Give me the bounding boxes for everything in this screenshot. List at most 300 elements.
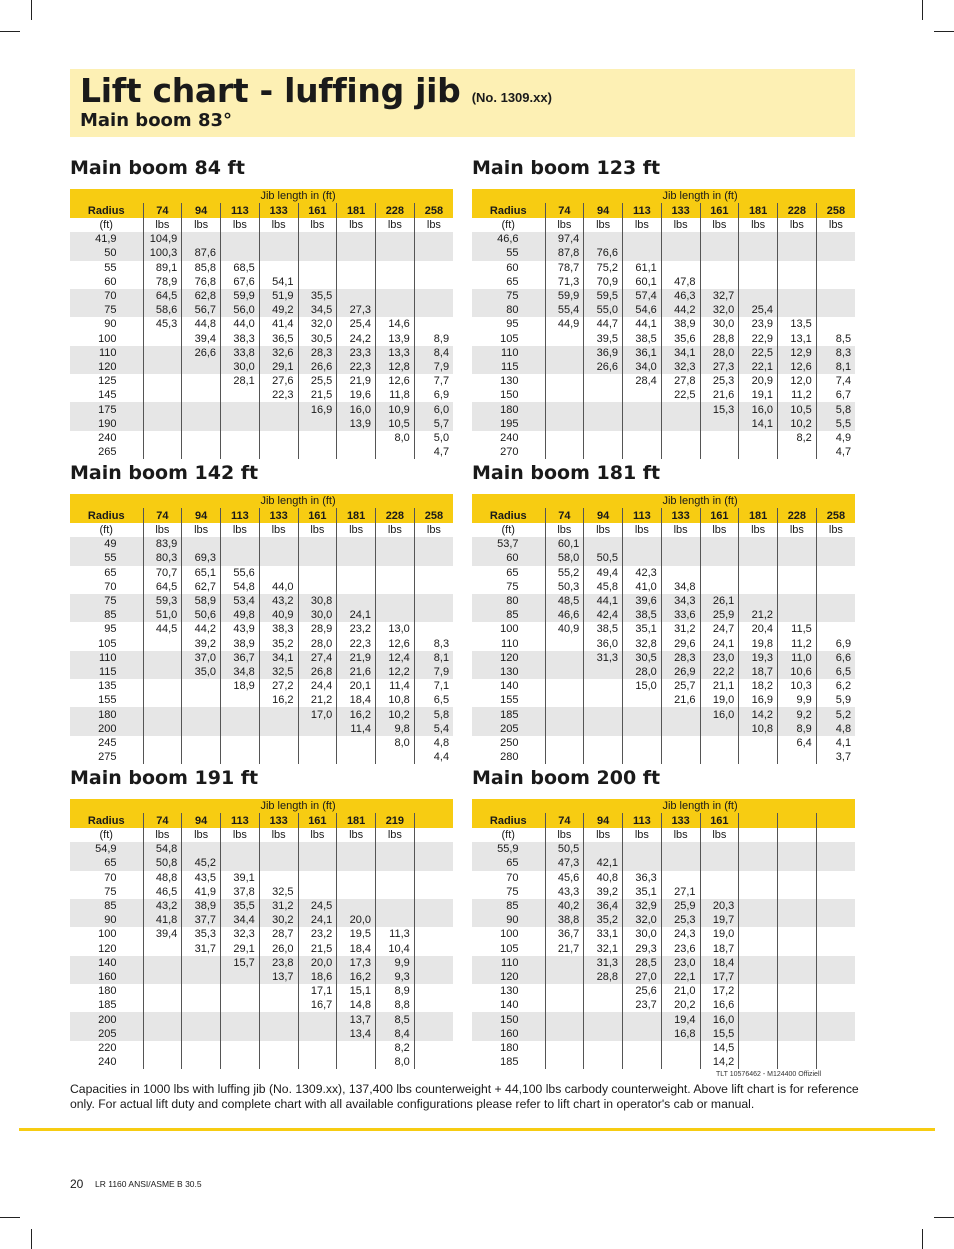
- radius-cell: 220: [70, 1041, 143, 1055]
- capacity-cell: 25,3: [661, 913, 700, 927]
- capacity-cell: [414, 927, 453, 941]
- capacity-cell: 13,9: [337, 417, 376, 431]
- table-row: [70, 445, 453, 459]
- capacity-cell: 6,0: [414, 402, 453, 416]
- capacity-cell: [143, 1012, 182, 1026]
- capacity-cell: [778, 608, 817, 622]
- capacity-cell: [816, 885, 855, 899]
- capacity-cell: 11,2: [778, 637, 817, 651]
- capacity-cell: 38,5: [623, 332, 662, 346]
- crop-mark: [934, 1217, 954, 1218]
- radius-cell: 135: [70, 679, 143, 693]
- capacity-cell: [739, 261, 778, 275]
- radius-cell: 110: [472, 637, 545, 651]
- capacity-cell: [545, 970, 584, 984]
- capacity-cell: [778, 594, 817, 608]
- capacity-cell: 6,6: [816, 651, 855, 665]
- capacity-cell: 34,3: [661, 594, 700, 608]
- table-row: [472, 942, 855, 956]
- capacity-cell: [182, 722, 221, 736]
- table-row: [472, 332, 855, 346]
- capacity-cell: [143, 998, 182, 1012]
- capacity-cell: 19,4: [661, 1012, 700, 1026]
- jib-length-column-header: 94: [182, 203, 221, 218]
- capacity-cell: [259, 261, 298, 275]
- capacity-cell: [298, 580, 337, 594]
- capacity-cell: 45,8: [584, 580, 623, 594]
- capacity-cell: 38,5: [584, 622, 623, 636]
- table-row: [70, 637, 453, 651]
- capacity-cell: [337, 431, 376, 445]
- capacity-cell: [259, 551, 298, 565]
- jib-length-column-header: 133: [661, 813, 700, 828]
- capacity-cell: [623, 388, 662, 402]
- capacity-cell: 8,2: [376, 1041, 415, 1055]
- unit-cell: lbs: [623, 523, 662, 537]
- capacity-cell: 39,2: [584, 885, 623, 899]
- jib-length-column-header: 258: [816, 508, 855, 523]
- chart-title: Main boom 191 ft: [70, 767, 259, 789]
- radius-cell: 65: [70, 856, 143, 870]
- radius-cell: 185: [472, 707, 545, 721]
- capacity-cell: 89,1: [143, 261, 182, 275]
- capacity-cell: 47,3: [545, 856, 584, 870]
- radius-cell: 65: [70, 566, 143, 580]
- capacity-cell: [298, 551, 337, 565]
- capacity-cell: 16,2: [337, 970, 376, 984]
- capacity-cell: [337, 750, 376, 764]
- radius-cell: 200: [70, 1012, 143, 1026]
- capacity-cell: 68,5: [221, 261, 260, 275]
- jib-header-spacer: [472, 799, 545, 813]
- capacity-cell: [143, 1027, 182, 1041]
- table-row: [70, 984, 453, 998]
- capacity-cell: 19,5: [337, 927, 376, 941]
- capacity-cell: 35,3: [182, 927, 221, 941]
- capacity-cell: 16,9: [739, 693, 778, 707]
- capacity-cell: [143, 346, 182, 360]
- capacity-cell: 16,9: [298, 402, 337, 416]
- table-row: [70, 275, 453, 289]
- capacity-cell: 28,0: [623, 665, 662, 679]
- capacity-cell: [778, 927, 817, 941]
- column-header-row: [70, 813, 453, 828]
- capacity-cell: 7,7: [414, 374, 453, 388]
- capacity-cell: [778, 842, 817, 856]
- radius-unit: (ft): [472, 523, 545, 537]
- capacity-cell: 9,8: [376, 722, 415, 736]
- capacity-cell: [700, 232, 739, 246]
- unit-cell: lbs: [661, 523, 700, 537]
- radius-cell: 90: [70, 913, 143, 927]
- radius-cell: 75: [472, 580, 545, 594]
- jib-length-column-header: 219: [376, 813, 415, 828]
- capacity-cell: 54,8: [221, 580, 260, 594]
- capacity-cell: 59,5: [584, 289, 623, 303]
- unit-cell: lbs: [414, 523, 453, 537]
- capacity-cell: 49,2: [259, 303, 298, 317]
- capacity-cell: 35,0: [182, 665, 221, 679]
- capacity-cell: [259, 722, 298, 736]
- unit-cell: lbs: [623, 218, 662, 232]
- radius-cell: 100: [70, 332, 143, 346]
- radius-cell: 145: [70, 388, 143, 402]
- radius-cell: 175: [70, 402, 143, 416]
- radius-cell: 140: [472, 998, 545, 1012]
- capacity-cell: [545, 445, 584, 459]
- capacity-cell: 38,9: [221, 637, 260, 651]
- radius-cell: 50: [70, 246, 143, 260]
- jib-length-column-header: 228: [376, 508, 415, 523]
- table-row: [70, 885, 453, 899]
- radius-header: Radius: [472, 508, 545, 523]
- capacity-cell: 32,0: [298, 317, 337, 331]
- capacity-cell: [584, 445, 623, 459]
- capacity-cell: [259, 1012, 298, 1026]
- capacity-cell: 9,9: [778, 693, 817, 707]
- table-row: [472, 899, 855, 913]
- capacity-cell: 43,3: [545, 885, 584, 899]
- capacity-cell: 4,7: [816, 445, 855, 459]
- capacity-cell: [414, 998, 453, 1012]
- capacity-cell: 71,3: [545, 275, 584, 289]
- capacity-cell: 56,0: [221, 303, 260, 317]
- capacity-cell: 30,5: [298, 332, 337, 346]
- capacity-cell: 26,1: [700, 594, 739, 608]
- capacity-cell: [816, 608, 855, 622]
- capacity-cell: 24,7: [700, 622, 739, 636]
- unit-cell: lbs: [182, 523, 221, 537]
- capacity-cell: 49,4: [584, 566, 623, 580]
- capacity-cell: [545, 679, 584, 693]
- table-row: [70, 537, 453, 551]
- capacity-cell: [739, 856, 778, 870]
- radius-cell: 195: [472, 417, 545, 431]
- capacity-cell: [778, 970, 817, 984]
- radius-cell: 75: [70, 885, 143, 899]
- table-row: [70, 1055, 453, 1069]
- radius-cell: 60: [70, 275, 143, 289]
- capacity-cell: [661, 246, 700, 260]
- capacity-cell: 13,0: [376, 622, 415, 636]
- capacity-cell: 45,2: [182, 856, 221, 870]
- capacity-cell: 13,5: [778, 317, 817, 331]
- radius-unit: (ft): [70, 523, 143, 537]
- capacity-cell: [259, 232, 298, 246]
- capacity-cell: [414, 885, 453, 899]
- page-title-text: Lift chart - luffing jib: [80, 71, 461, 110]
- capacity-cell: [414, 303, 453, 317]
- capacity-cell: [778, 899, 817, 913]
- table-row: [472, 956, 855, 970]
- capacity-cell: [739, 984, 778, 998]
- jib-header-row: [70, 189, 453, 203]
- capacity-cell: [739, 594, 778, 608]
- capacity-cell: 30,8: [298, 594, 337, 608]
- capacity-cell: [337, 246, 376, 260]
- capacity-cell: [584, 722, 623, 736]
- unit-cell: lbs: [143, 523, 182, 537]
- capacity-cell: [221, 736, 260, 750]
- capacity-cell: [414, 622, 453, 636]
- jib-length-column-header: 74: [545, 813, 584, 828]
- capacity-cell: [739, 998, 778, 1012]
- capacity-cell: [259, 736, 298, 750]
- radius-cell: 75: [472, 885, 545, 899]
- capacity-cell: 21,5: [298, 942, 337, 956]
- capacity-cell: [661, 402, 700, 416]
- radius-unit: (ft): [472, 828, 545, 842]
- capacity-cell: 62,8: [182, 289, 221, 303]
- radius-cell: 240: [70, 431, 143, 445]
- capacity-cell: [739, 246, 778, 260]
- capacity-cell: [414, 1027, 453, 1041]
- capacity-cell: 27,4: [298, 651, 337, 665]
- capacity-cell: 33,1: [584, 927, 623, 941]
- jib-length-column-header: 113: [221, 203, 260, 218]
- radius-cell: 270: [472, 445, 545, 459]
- capacity-cell: 32,3: [221, 927, 260, 941]
- capacity-cell: [182, 1055, 221, 1069]
- capacity-cell: 20,9: [739, 374, 778, 388]
- capacity-cell: 61,1: [623, 261, 662, 275]
- capacity-cell: 16,0: [739, 402, 778, 416]
- capacity-cell: 10,4: [376, 942, 415, 956]
- capacity-cell: 38,3: [221, 332, 260, 346]
- table-row: [70, 332, 453, 346]
- jib-length-column-header: 181: [739, 203, 778, 218]
- capacity-cell: [700, 537, 739, 551]
- capacity-cell: [816, 594, 855, 608]
- capacity-cell: 23,6: [661, 942, 700, 956]
- unit-row: [472, 523, 855, 537]
- capacity-cell: [221, 232, 260, 246]
- capacity-cell: 34,1: [259, 651, 298, 665]
- capacity-cell: 25,3: [700, 374, 739, 388]
- table-row: [472, 665, 855, 679]
- capacity-cell: [545, 1055, 584, 1069]
- capacity-cell: [545, 722, 584, 736]
- jib-length-column-header: 258: [816, 203, 855, 218]
- capacity-cell: [816, 537, 855, 551]
- table-row: [70, 594, 453, 608]
- capacity-cell: [376, 856, 415, 870]
- capacity-cell: 44,2: [661, 303, 700, 317]
- jib-length-column-header: [816, 813, 855, 828]
- table-row: [70, 1012, 453, 1026]
- unit-cell: lbs: [221, 828, 260, 842]
- capacity-cell: 17,1: [298, 984, 337, 998]
- jib-length-column-header: 74: [143, 508, 182, 523]
- capacity-cell: [182, 360, 221, 374]
- table-row: [70, 679, 453, 693]
- table-row: [70, 842, 453, 856]
- jib-length-column-header: 228: [778, 508, 817, 523]
- capacity-cell: 21,6: [700, 388, 739, 402]
- capacity-cell: 35,6: [661, 332, 700, 346]
- radius-cell: 46,6: [472, 232, 545, 246]
- capacity-cell: [739, 871, 778, 885]
- capacity-cell: [182, 970, 221, 984]
- capacity-cell: [661, 871, 700, 885]
- unit-cell: lbs: [700, 523, 739, 537]
- capacity-cell: [414, 1012, 453, 1026]
- capacity-cell: 19,0: [700, 927, 739, 941]
- capacity-cell: [778, 303, 817, 317]
- unit-cell: lbs: [623, 828, 662, 842]
- table-row: [70, 856, 453, 870]
- table-row: [472, 750, 855, 764]
- capacity-cell: [778, 998, 817, 1012]
- table-row: [70, 1041, 453, 1055]
- capacity-cell: 22,5: [739, 346, 778, 360]
- capacity-cell: [778, 566, 817, 580]
- radius-cell: 180: [70, 984, 143, 998]
- capacity-cell: [661, 856, 700, 870]
- jib-length-column-header: [739, 813, 778, 828]
- capacity-cell: [221, 402, 260, 416]
- unit-cell: lbs: [700, 218, 739, 232]
- unit-cell: lbs: [182, 828, 221, 842]
- capacity-cell: 5,9: [816, 693, 855, 707]
- jib-length-column-header: 133: [259, 508, 298, 523]
- capacity-cell: [414, 317, 453, 331]
- radius-cell: 180: [70, 707, 143, 721]
- unit-cell: lbs: [778, 218, 817, 232]
- capacity-cell: 32,0: [700, 303, 739, 317]
- capacity-cell: [376, 566, 415, 580]
- capacity-cell: [700, 750, 739, 764]
- capacity-cell: 14,1: [739, 417, 778, 431]
- radius-cell: 49: [70, 537, 143, 551]
- capacity-cell: [376, 899, 415, 913]
- capacity-cell: 18,2: [739, 679, 778, 693]
- radius-cell: 85: [70, 899, 143, 913]
- capacity-cell: [700, 871, 739, 885]
- capacity-cell: 60,1: [545, 537, 584, 551]
- capacity-cell: [376, 913, 415, 927]
- capacity-cell: 28,1: [221, 374, 260, 388]
- table-row: [472, 693, 855, 707]
- capacity-cell: [623, 736, 662, 750]
- capacity-cell: [545, 984, 584, 998]
- jib-length-header: Jib length in (ft): [143, 799, 453, 813]
- jib-header-spacer: [472, 189, 545, 203]
- jib-length-column-header: 133: [259, 813, 298, 828]
- capacity-cell: 6,9: [816, 637, 855, 651]
- capacity-cell: 20,0: [298, 956, 337, 970]
- capacity-cell: 34,4: [221, 913, 260, 927]
- jib-header-spacer: [70, 799, 143, 813]
- jib-length-column-header: 161: [700, 508, 739, 523]
- capacity-cell: [298, 275, 337, 289]
- table-row: [472, 679, 855, 693]
- jib-header-spacer: [472, 494, 545, 508]
- capacity-cell: [143, 750, 182, 764]
- capacity-cell: [700, 261, 739, 275]
- capacity-cell: 50,8: [143, 856, 182, 870]
- capacity-cell: 48,8: [143, 871, 182, 885]
- capacity-cell: 55,0: [584, 303, 623, 317]
- capacity-cell: 7,9: [414, 665, 453, 679]
- capacity-cell: 29,6: [661, 637, 700, 651]
- radius-header: Radius: [70, 508, 143, 523]
- capacity-cell: 28,3: [298, 346, 337, 360]
- radius-cell: 75: [70, 303, 143, 317]
- unit-cell: lbs: [298, 218, 337, 232]
- capacity-cell: 11,4: [376, 679, 415, 693]
- capacity-cell: 11,3: [376, 927, 415, 941]
- capacity-cell: 47,8: [661, 275, 700, 289]
- table-row: [472, 856, 855, 870]
- capacity-cell: 46,6: [545, 608, 584, 622]
- capacity-cell: 55,2: [545, 566, 584, 580]
- capacity-cell: [623, 842, 662, 856]
- radius-cell: 180: [472, 402, 545, 416]
- capacity-cell: 56,7: [182, 303, 221, 317]
- capacity-cell: [376, 537, 415, 551]
- capacity-cell: [700, 445, 739, 459]
- capacity-cell: [739, 1055, 778, 1069]
- capacity-cell: [739, 1012, 778, 1026]
- jib-header-row: [472, 799, 855, 813]
- capacity-cell: 19,3: [739, 651, 778, 665]
- capacity-cell: 43,2: [143, 899, 182, 913]
- table-row: [472, 1027, 855, 1041]
- capacity-cell: 5,4: [414, 722, 453, 736]
- capacity-cell: [259, 417, 298, 431]
- radius-cell: 130: [472, 374, 545, 388]
- capacity-cell: 24,5: [298, 899, 337, 913]
- capacity-cell: [414, 856, 453, 870]
- capacity-cell: [221, 998, 260, 1012]
- capacity-cell: 12,8: [376, 360, 415, 374]
- capacity-cell: 43,9: [221, 622, 260, 636]
- radius-cell: 80: [472, 303, 545, 317]
- capacity-cell: [816, 856, 855, 870]
- capacity-cell: 20,2: [661, 998, 700, 1012]
- capacity-cell: 13,9: [376, 332, 415, 346]
- chart-title: Main boom 84 ft: [70, 157, 245, 179]
- capacity-cell: [778, 913, 817, 927]
- capacity-cell: [739, 885, 778, 899]
- capacity-cell: [337, 1055, 376, 1069]
- capacity-cell: 32,5: [259, 885, 298, 899]
- radius-cell: 120: [70, 360, 143, 374]
- capacity-cell: 5,5: [816, 417, 855, 431]
- capacity-cell: 30,0: [221, 360, 260, 374]
- capacity-cell: [414, 899, 453, 913]
- capacity-cell: [584, 417, 623, 431]
- table-row: [472, 970, 855, 984]
- capacity-cell: [661, 750, 700, 764]
- capacity-cell: [182, 232, 221, 246]
- capacity-cell: 8,2: [778, 431, 817, 445]
- capacity-cell: [414, 594, 453, 608]
- capacity-cell: 8,4: [376, 1027, 415, 1041]
- capacity-cell: 27,3: [700, 360, 739, 374]
- capacity-cell: 44,7: [584, 317, 623, 331]
- capacity-cell: [700, 417, 739, 431]
- capacity-cell: 30,0: [623, 927, 662, 941]
- capacity-cell: 35,1: [623, 885, 662, 899]
- capacity-cell: 100,3: [143, 246, 182, 260]
- radius-cell: 110: [70, 346, 143, 360]
- capacity-cell: 21,6: [337, 665, 376, 679]
- capacity-cell: [545, 374, 584, 388]
- capacity-cell: [259, 246, 298, 260]
- jib-length-header: Jib length in (ft): [545, 799, 855, 813]
